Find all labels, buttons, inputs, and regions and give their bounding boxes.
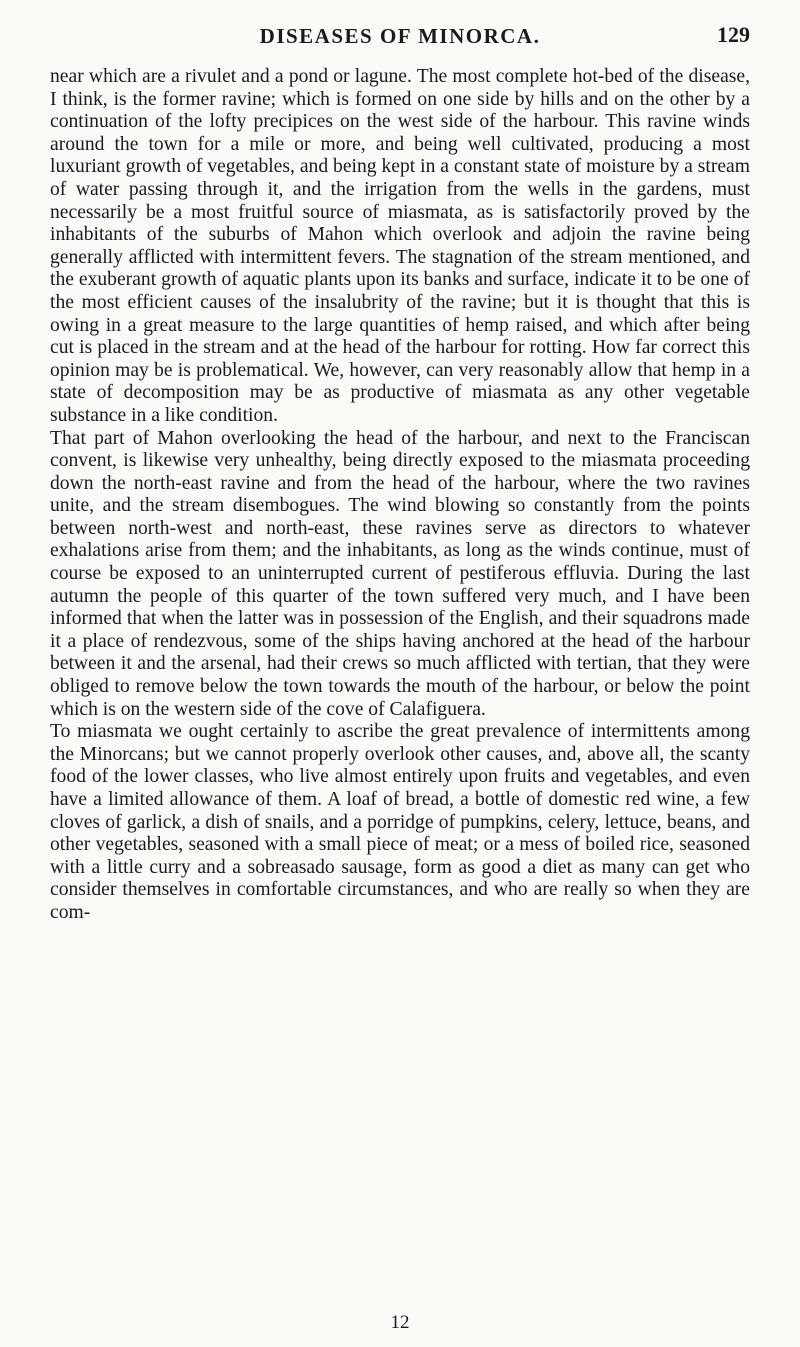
signature-mark: 12 bbox=[390, 1312, 410, 1333]
paragraph-3: To miasmata we ought certainly to ascribe the great prevalence of intermittents among the Minorcans; but we cannot properly overlook other causes, and, above all, the scanty food of the lower classes, who live almost entirely upon fruits and vegetables, and even have a limited allowance of them. A loaf of bread, a bottle of domestic red wine, a few cloves of garlick, a dish of snails, and a porridge of pumpkins, celery, lettuce, beans, and other vegetables, seasoned with a small piece of meat; or a mess of boiled rice, seasoned with a little curry and a sobreasado sausage, form as good a diet as many can get who consider themselves in comfortable circumstances, and who are really so when they are com- bbox=[50, 721, 750, 923]
paragraph-1: near which are a rivulet and a pond or lagune. The most complete hot-bed of the disease, I think, is the former ravine; which is formed on one side by hills and on the other by a continuation of the lofty precipices on the west side of the harbour. This ravine winds around the town for a mile or more, and being well cultivated, producing a most luxuriant growth of vegetables, and being kept in a constant state of moisture by a stream of water passing through it, and the irrigation from the wells in the gardens, must necessarily be a most fruitful source of miasmata, as is satisfactorily proved by the inhabitants of the suburbs of Mahon which overlook and adjoin the ravine being generally afflicted with intermittent fevers. The stagnation of the stream mentioned, and the exuberant growth of aquatic plants upon its banks and surface, indicate it to be one of the most efficient causes of the insalubrity of the ravine; but it is thought that this is owing in a great measure to the large quantities of hemp raised, and which after being cut is placed in the stream and at the head of the harbour for rotting. How far correct this opinion may be is problematical. We, however, can very reasonably allow that hemp in a state of decomposition may be as productive of miasmata as any other vegetable substance in a like condition. bbox=[50, 66, 750, 426]
body-text bbox=[50, 66, 750, 925]
page-header bbox=[0, 18, 800, 58]
paragraph-2: That part of Mahon overlooking the head of the harbour, and next to the Franciscan convent, is likewise very unhealthy, being directly exposed to the miasmata proceeding down the north-east ravine and from the head of the harbour, where the two ravines unite, and the stream disembogues. The wind blowing so constantly from the points between north-west and north-east, these ravines serve as directors to whatever exhalations arise from them; and the inhabitants, as long as the winds continue, must of course be exposed to an uninterrupted current of pestiferous effluvia. During the last autumn the people of this quarter of the town suffered very much, and I have been informed that when the latter was in possession of the English, and their squadrons made it a place of rendezvous, some of the ships having anchored at the head of the harbour between it and the arsenal, had their crews so much afflicted with tertian, that they were obliged to remove below the town towards the mouth of the harbour, or below the point which is on the western side of the cove of Calafiguera. bbox=[50, 427, 750, 720]
page-number: 129 bbox=[717, 22, 750, 47]
running-title: DISEASES OF MINORCA. bbox=[259, 24, 541, 48]
